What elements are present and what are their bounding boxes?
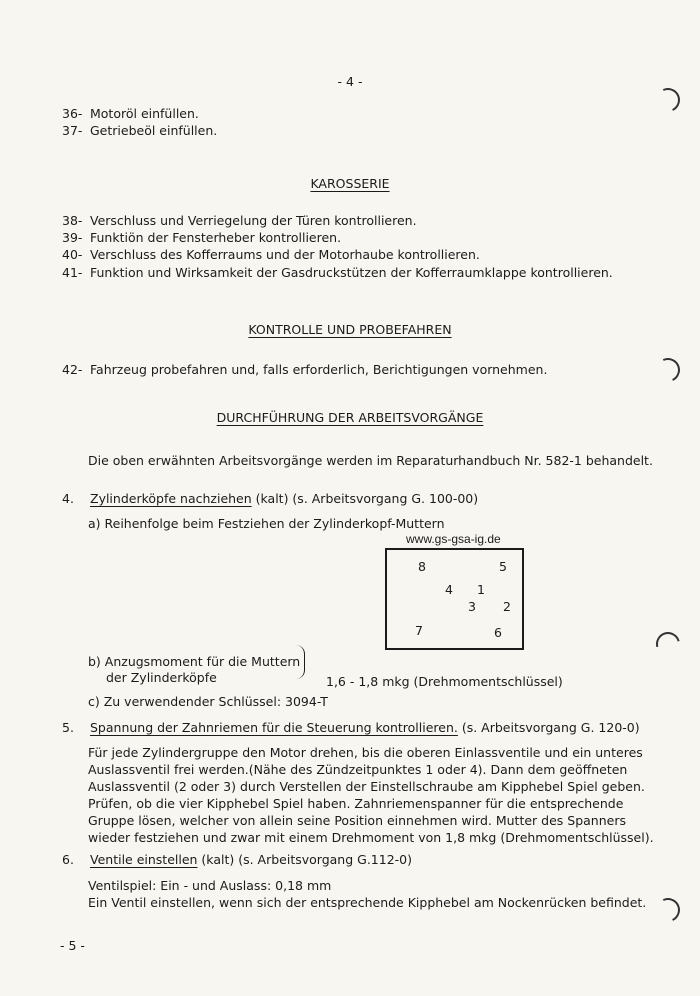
page-number-bottom: - 5 - bbox=[60, 938, 85, 953]
bolt-number: 5 bbox=[499, 559, 507, 574]
bolt-number: 1 bbox=[477, 582, 485, 597]
step-4-sub-a: a) Reihenfolge beim Festziehen der Zylinderkopf-Muttern bbox=[88, 516, 445, 531]
step-5-body-line: Für jede Zylindergruppe den Motor drehen, bis die oberen Einlassventile und ein unteres bbox=[88, 745, 643, 760]
list-item bbox=[62, 123, 217, 138]
punch-hole-icon bbox=[653, 85, 684, 116]
step-5-body-line: wieder festziehen und zwar mit einem Drehmoment von 1,8 mkg (Drehmomentschlüssel). bbox=[88, 830, 654, 845]
step-5-body-line: Gruppe lösen, welcher von allein seine Position einnehmen wird. Mutter des Spanners bbox=[88, 813, 626, 828]
step-4-title: Zylinderköpfe nachziehen bbox=[90, 491, 252, 506]
step-4-sub-b: b) Anzugsmoment für die Muttern bbox=[88, 654, 301, 669]
torque-value: 1,6 - 1,8 mkg (Drehmomentschlüssel) bbox=[326, 674, 563, 689]
step-5-title: Spannung der Zahnriemen für die Steuerung kontrollieren. bbox=[90, 720, 458, 735]
step-5-body-line: Auslassventil frei werden.(Nähe des Zündzeitpunktes 1 oder 4). Dann dem geöffneten bbox=[88, 762, 628, 777]
bolt-number: 8 bbox=[418, 559, 426, 574]
step-4-sub-b-line2: der Zylinderköpfe bbox=[106, 670, 217, 685]
step-5-body-line: Auslassventil (2 oder 3) durch Verstellen der Einstellschraube am Kipphebel Spiel geben. bbox=[88, 779, 645, 794]
list-item: 39- Funktiön der Fensterheber kontrollieren. bbox=[62, 230, 342, 245]
item-text: Getriebeöl einfüllen. bbox=[90, 123, 218, 138]
section-intro: Die oben erwähnten Arbeitsvorgänge werden im Reparaturhandbuch Nr. 582-1 behandelt. bbox=[88, 453, 653, 468]
bolt-number: 2 bbox=[503, 599, 511, 614]
brace-symbol bbox=[296, 645, 305, 679]
item-number: 37- bbox=[62, 123, 83, 138]
watermark-url: www.gs-gsa-ig.de bbox=[406, 532, 501, 546]
item-text: Motoröl einfüllen. bbox=[90, 106, 199, 121]
bolt-number: 3 bbox=[468, 599, 476, 614]
list-item bbox=[62, 106, 199, 121]
section-heading-karosserie: KAROSSERIE bbox=[310, 176, 390, 191]
step-6-body-line: Ein Ventil einstellen, wenn sich der entsprechende Kipphebel am Nockenrücken befindet. bbox=[88, 895, 647, 910]
tightening-sequence-diagram bbox=[385, 548, 524, 650]
step-5-body-line: Prüfen, ob die vier Kipphebel Spiel haben. Zahnriemenspanner für die entsprechende bbox=[88, 796, 624, 811]
step-4-sub-c: c) Zu verwendender Schlüssel: 3094-T bbox=[88, 694, 328, 709]
section-heading-durchfuehrung: DURCHFÜHRUNG DER ARBEITSVORGÄNGE bbox=[216, 410, 484, 425]
list-item: 42- Fahrzeug probefahren und, falls erforderlich, Berichtigungen vornehmen. bbox=[62, 362, 548, 377]
bolt-number: 6 bbox=[494, 625, 502, 640]
list-item: 40- Verschluss des Kofferraums und der Motorhaube kontrollieren. bbox=[62, 247, 480, 262]
step-6-heading: 6. Ventile einstellen (kalt) (s. Arbeitsvorgang G.112-0) bbox=[62, 852, 412, 867]
bolt-number: 4 bbox=[445, 582, 453, 597]
list-item: 38- Verschluss und Verriegelung der Türen kontrollieren. bbox=[62, 213, 417, 228]
punch-hole-icon bbox=[653, 355, 684, 386]
punch-hole-icon bbox=[652, 628, 685, 661]
item-number: 36- bbox=[62, 106, 83, 121]
list-item: 41- Funktion und Wirksamkeit der Gasdruckstützen der Kofferraumklappe kontrollieren. bbox=[62, 265, 613, 280]
step-5-heading: 5. Spannung der Zahnriemen für die Steuerung kontrollieren. (s. Arbeitsvorgang G. 120-0) bbox=[62, 720, 640, 735]
step-6-body-line: Ventilspiel: Ein - und Auslass: 0,18 mm bbox=[88, 878, 332, 893]
bolt-number: 7 bbox=[415, 623, 423, 638]
section-heading-kontrolle: KONTROLLE UND PROBEFAHREN bbox=[248, 322, 452, 337]
punch-hole-icon bbox=[653, 895, 684, 926]
step-6-title: Ventile einstellen bbox=[90, 852, 198, 867]
step-4-heading: 4. Zylinderköpfe nachziehen (kalt) (s. Arbeitsvorgang G. 100-00) bbox=[62, 491, 479, 506]
page-number-top: - 4 - bbox=[337, 74, 363, 89]
